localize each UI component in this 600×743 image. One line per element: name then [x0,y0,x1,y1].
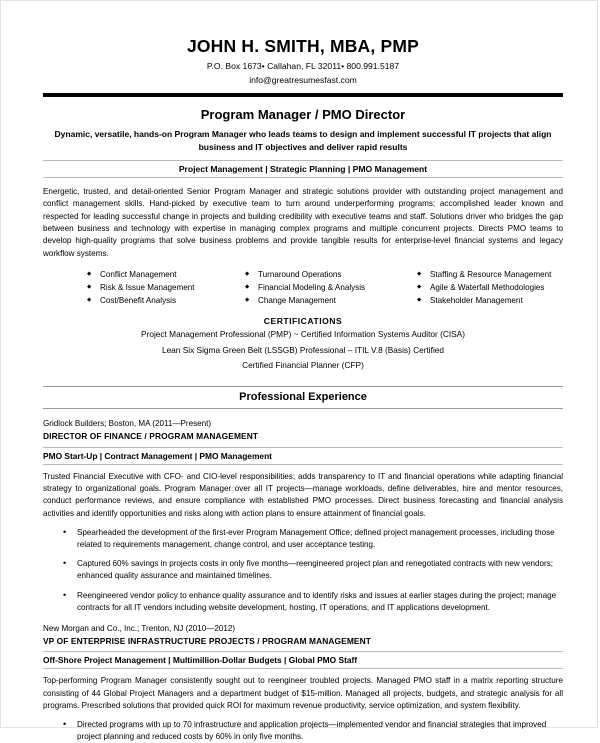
job-tags: PMO Start-Up | Contract Management | PMO Management [43,447,563,465]
summary-tagline: Dynamic, versatile, hands-on Program Manager who leads teams to design and implement successful IT projects that align business and IT objectives and deliver rapid results [54,129,552,152]
job-bullet: • Directed programs with up to 70 infrastructure and application projects—implemented vendor and financial strategies that improved project planning and reduced costs by 60% in only five months. [43,719,563,743]
competency-item: ◆ Agile & Waterfall Methodologies [417,281,597,294]
competency-item: ◆ Risk & Issue Management [87,281,245,294]
competency-item: ◆ Staffing & Resource Management [417,268,597,281]
contact-email: info@greatresumesfast.com [249,74,357,85]
job-entry [43,418,563,613]
job-bullet-list [43,719,563,743]
contact-line: P.O. Box 1673• Callahan, FL 32011• 800.991.5187 [206,61,400,72]
header-divider [43,93,563,97]
certification-line: Lean Six Sigma Green Belt (LSSGB) Professional – ITIL V.8 (Basis) Certified [161,344,445,355]
certification-line: Certified Financial Planner (CFP) [242,360,364,371]
target-job-title: Program Manager / PMO Director [200,107,406,123]
competency-item: ◆ Turnaround Operations [245,268,417,281]
job-paragraph: Trusted Financial Executive with CFO- and CIO-level responsibilities; adds transparency to IT and financial operations while adapting financial strategy to organizational goals. Program Manager over all IT projects—manage workloads, define deliverables, hire and mentor resources, conduct performance reviews, and ensure compliance with established PMO processes. Direct business forecasting and financial analysis activities and identify opportunities and risks along with action plans to ensure attainment of financial goals. [43,471,563,518]
candidate-name: JOHN H. SMITH, MBA, PMP [186,36,420,56]
job-bullet-list [43,527,563,614]
section-banner-professional-experience: Professional Experience [43,386,563,409]
job-bullet: • Captured 60% savings in projects costs in only five months—reengineered project plan and renegotiated contracts with new vendors; enhanced quality assurance and maintained timelines. [43,558,563,582]
job-title: DIRECTOR OF FINANCE / PROGRAM MANAGEMENT [43,431,259,442]
competency-item: ◆ Stakeholder Management [417,294,597,307]
competency-item: ◆ Financial Modeling & Analysis [245,281,417,294]
keyword-bar: Project Management | Strategic Planning | PMO Management [43,160,563,178]
job-bullet: • Spearheaded the development of the first-ever Program Management Office; defined project management processes, including those related to requirements management, change control, and user acceptance testing. [43,527,563,551]
competency-column-1 [87,268,245,307]
certification-line: Project Management Professional (PMP) ~ Certified Information Systems Auditor (CISA) [141,329,465,340]
certifications-heading: CERTIFICATIONS [263,316,343,327]
job-company: Gridlock Builders; Boston, MA (2011—Present) [43,419,212,429]
competency-item: ◆ Change Management [245,294,417,307]
job-paragraph: Top-performing Program Manager consistently sought out to reengineer troubled projects. Managed PMO staff in a matrix reporting structure consisting of 44 Global Project Managers and a department budget of $15-million. Managed all projects, budgets, and strategic analysis for all programs. Prescribed solutions that provided quick ROI for maximum revenue productivity, service optimization, and system flexibility. [43,676,563,710]
core-competencies [43,268,563,307]
profile-paragraph: Energetic, trusted, and detail-oriented Senior Program Manager and strategic solutions provider with outstanding project management and conflict management skills. Hand-picked by executive team to turn around underperforming programs; accomplished leader known and respected for leading successful change in projects and building credibility with executive teams and staff. Solutions driver who bridges the gap between business and technology with expertise in managing complex programs and multiple concurrent projects. Directs PMO teams to develop high-quality programs that solve business problems and provide tangible results for enterprise-level financial systems and legacy workflow systems. [43,187,563,258]
competency-column-2 [245,268,417,307]
competency-item: ◆ Conflict Management [87,268,245,281]
job-company: New Morgan and Co., Inc.; Trenton, NJ (2010—2012) [43,623,236,633]
resume-sheet [43,1,563,743]
job-bullet: • Reengineered vendor policy to enhance quality assurance and to identify risks and issues at earlier stages during the project; manage contracts for all IT vendors including website development, hosting, IT operations, and IT applications development. [43,590,563,614]
competency-item: ◆ Cost/Benefit Analysis [87,294,245,307]
competency-column-3 [417,268,597,307]
job-title: VP OF ENTERPRISE INFRASTRUCTURE PROJECTS / PROGRAM MANAGEMENT [43,635,371,646]
job-tags: Off-Shore Project Management | Multimillion-Dollar Budgets | Global PMO Staff [43,651,563,669]
job-entry [43,623,563,743]
